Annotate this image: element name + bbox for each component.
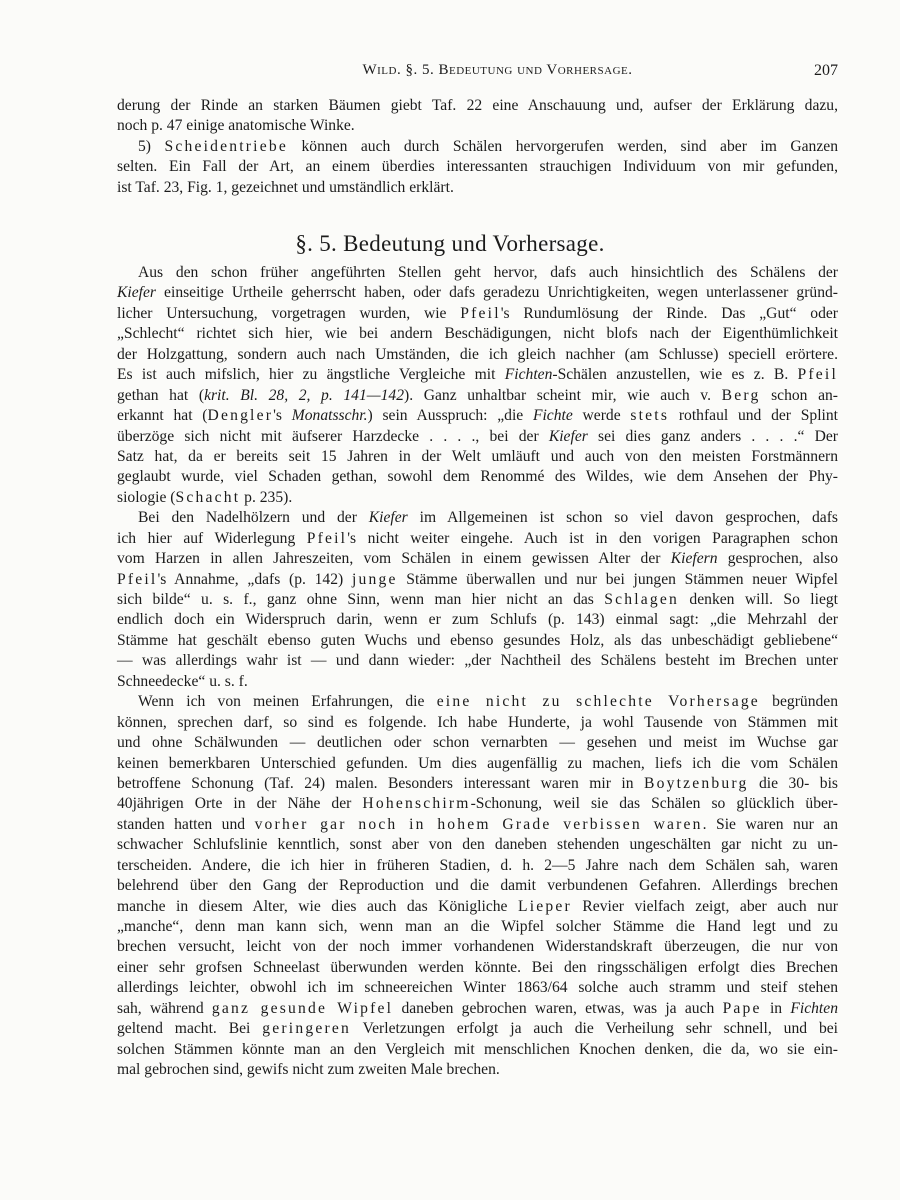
text-line xyxy=(117,137,838,157)
text-span: betroffene Schonung (Taf. 24) malen. Besonders interessant waren mir in xyxy=(117,774,645,792)
text-line xyxy=(117,713,838,733)
text-span: Satz hat, da er bereits seit 15 Jahren in der Welt umläuft und auch von den meisten Forstmännern xyxy=(117,447,838,465)
text-span: mal gebrochen sind, gewifs nicht zum zweiten Male brechen. xyxy=(117,1061,500,1079)
text-span: schwacher Schlufslinie kenntlich, sonst aber von den daneben stehenden ungeschälten gar nicht zu un- xyxy=(117,836,838,854)
text-span: derung der Rinde an starken Bäumen giebt Taf. 22 eine Anschauung und, aufser der Erklärung dazu, xyxy=(117,97,838,114)
text-span: können auch durch Schälen hervorgerufen werden, sind aber im Ganzen xyxy=(287,137,838,155)
text-line xyxy=(117,917,838,937)
text-span: ist Taf. 23, Fig. 1, gezeichnet und umständlich erklärt. xyxy=(117,178,454,196)
text-line xyxy=(117,692,838,712)
text-span: keinen bemerkbaren Unterschied gefunden. Um dies augenfällig zu machen, liefs ich die vom Schälen xyxy=(117,754,838,772)
text-line xyxy=(117,610,838,630)
italic-text: Fichten xyxy=(790,999,838,1017)
text-line xyxy=(117,651,838,671)
spaced-text: Pfeil xyxy=(306,529,348,547)
text-span: rothfaul und der Splint xyxy=(669,407,838,425)
italic-text: Kiefer xyxy=(548,427,588,445)
text-line xyxy=(117,283,838,303)
spaced-text: junge xyxy=(351,570,398,588)
italic-text: krit. Bl. 28, 2, p. 141—142 xyxy=(204,386,405,404)
page-number: 207 xyxy=(814,62,838,79)
text-line xyxy=(117,324,838,344)
text-span: . Sie waren nur an xyxy=(702,815,838,833)
text-span: geglaubt wurde, viel Schaden gethan, sowohl dem Renommé des Wildes, wie dem Ansehen der Phy- xyxy=(117,468,838,486)
text-span: p. 235). xyxy=(240,488,293,506)
text-line xyxy=(117,96,838,116)
text-line xyxy=(117,631,838,651)
text-span: ich hier auf Widerlegung xyxy=(117,529,307,547)
text-span: Stämme überwallen und nur bei jungen Stämmen neuer Wipfel xyxy=(397,570,838,588)
text-span: vom Harzen in allen Jahreszeiten, vom Schälen in einem gewissen Alter der xyxy=(117,550,671,568)
text-span: Es ist auch mifslich, hier zu ängstliche Vergleiche mit xyxy=(117,366,505,384)
spaced-text: vorher gar noch in hohem Grade verbissen waren xyxy=(254,815,703,833)
text-line xyxy=(117,774,838,794)
spaced-text: Dengler xyxy=(207,407,274,425)
section-heading: §. 5. Bedeutung und Vorhersage. xyxy=(295,231,605,256)
text-line xyxy=(117,978,838,998)
text-line xyxy=(117,835,838,855)
text-span: in xyxy=(761,999,791,1017)
text-span: 40jährigen Orte in der Nähe der xyxy=(117,795,363,813)
text-line xyxy=(117,1019,838,1039)
text-line xyxy=(117,508,838,528)
text-line xyxy=(117,263,838,283)
text-line xyxy=(117,876,838,896)
italic-text: Monatsschr. xyxy=(291,407,368,425)
text-span: gesprochen, also xyxy=(717,550,839,568)
text-span: Schneedecke“ u. s. f. xyxy=(117,672,248,690)
text-line xyxy=(117,1060,838,1080)
text-line xyxy=(117,958,838,978)
text-span: sich bilde“ u. s. f., ganz ohne Sinn, wenn man hier nicht an das xyxy=(117,591,605,608)
text-line xyxy=(117,897,838,917)
text-line xyxy=(117,590,838,610)
spaced-text: Pfeil xyxy=(117,570,158,588)
text-span: geltend macht. Bei xyxy=(117,1020,263,1038)
italic-text: Fichte xyxy=(532,407,573,425)
intro-text xyxy=(117,96,838,198)
text-span: sah, während xyxy=(117,999,212,1017)
text-span: 's xyxy=(273,407,292,425)
text-span: „manche“, denn man kann sich, wenn man an die Wipfel solcher Stämme die Hand legt und zu xyxy=(117,918,838,935)
italic-text: Kiefern xyxy=(670,550,718,568)
text-span: der Holzgattung, sondern auch nach Umständen, die ich gleich nachher (am Schlusse) speciell erörtere. xyxy=(117,345,838,363)
italic-text: Kiefer xyxy=(368,509,408,527)
text-span: 's Annahme, „dafs (p. 142) xyxy=(157,570,352,588)
running-header xyxy=(117,62,838,84)
text-span: Aus den schon früher angeführten Stellen geht hervor, dafs auch hinsichtlich des Schälens der xyxy=(138,264,838,281)
text-span: 5) xyxy=(138,137,165,155)
text-span: brechen versucht, leicht von der noch immer vorhandenen Widerstandskraft überzeugen, die nur von xyxy=(117,938,838,956)
text-span: Stämme hat geschält ebenso guten Wuchs und ebenso gesundes Holz, als das unbeschädigt gebliebene“ xyxy=(117,631,838,649)
text-line xyxy=(117,447,838,467)
text-span: überzöge sich nicht mit äufserer Harzdecke . . . ., bei der xyxy=(117,427,549,445)
text-line xyxy=(117,304,838,324)
text-span: 's nicht weiter eingehe. Auch ist in den vorigen Paragraphen schon xyxy=(347,529,838,547)
text-span: „Schlecht“ richtet sich hier, wie bei andern Beschädigungen, nicht blofs nach der Eigenthümlichkeit xyxy=(117,325,838,343)
text-span: belehrend über den Gang der Reproduction und die damit verbundenen Gefahren. Allerdings brechen xyxy=(117,877,838,895)
text-line xyxy=(117,754,838,774)
spaced-text: Pfeil xyxy=(460,304,501,322)
text-span: einseitige Urtheile geherrscht haben, oder dafs geradezu Unrichtigkeiten, wegen unterlassener gründ- xyxy=(155,284,838,302)
spaced-text: ganz gesunde Wipfel xyxy=(211,999,394,1017)
text-span: — was allerdings wahr ist — und dann wieder: „der Nachtheil des Schälens besteht im Brechen unter xyxy=(117,652,838,670)
text-span: selten. Ein Fall der Art, an einem überdies interessanten strauchigen Individuum von mir gefunden, xyxy=(117,158,838,176)
text-line xyxy=(117,733,838,753)
spaced-text: Schlagen xyxy=(604,591,680,608)
spaced-text: Boytzenburg xyxy=(644,774,749,792)
spaced-text: Lieper xyxy=(517,897,572,915)
text-line xyxy=(117,1040,838,1060)
text-line xyxy=(117,386,838,406)
text-line xyxy=(117,365,838,385)
spaced-text: Scheidentriebe xyxy=(164,137,288,155)
text-span: 's Rundumlösung der Rinde. Das „Gut“ oder xyxy=(500,304,839,322)
text-span: ). Ganz unhaltbar scheint mir, wie auch v. xyxy=(404,386,722,404)
text-span: Verletzungen erfolgt ja auch die Verheilung sehr schnell, und bei xyxy=(350,1020,838,1038)
running-title: Wild. §. 5. Bedeutung und Vorhersage. xyxy=(362,62,633,78)
text-line xyxy=(117,570,838,590)
text-span: sei dies ganz anders . . . .“ Der xyxy=(587,427,838,445)
text-span: manche in diesem Alter, wie dies auch das Königliche xyxy=(117,897,518,915)
text-span: ) sein Ausspruch: „die xyxy=(367,407,533,425)
text-span: die 30- bis xyxy=(748,774,838,792)
text-line xyxy=(117,794,838,814)
spaced-text: stets xyxy=(630,407,670,425)
text-line xyxy=(117,856,838,876)
text-line xyxy=(117,406,838,426)
spaced-text: geringeren xyxy=(262,1020,351,1038)
text-line xyxy=(117,178,838,198)
section-body xyxy=(117,263,838,1081)
text-span: Revier vielfach zeigt, aber auch nur xyxy=(571,897,838,915)
text-span: terscheiden. Andere, die ich hier in früheren Stadien, d. h. 2—5 Jahre nach dem Schälen sah, waren xyxy=(117,856,838,874)
text-span: Wenn ich von meinen Erfahrungen, die xyxy=(138,693,437,711)
text-span: standen hatten und xyxy=(117,815,255,833)
text-line xyxy=(117,427,838,447)
text-span: werde xyxy=(572,407,631,425)
text-span: begründen xyxy=(759,693,839,711)
text-line xyxy=(117,815,838,835)
text-line xyxy=(117,529,838,549)
text-line xyxy=(117,467,838,487)
text-span: solchen Stämmen könnte man an den Vergleich mit menschlichen Knochen denken, die da, wo sie ein- xyxy=(117,1040,838,1058)
text-span: können, sprechen darf, so sind es folgende. Ich habe Hunderte, ja wohl Tausende von Stämmen mit xyxy=(117,713,838,731)
text-line xyxy=(117,488,838,508)
text-span: licher Untersuchung, vorgetragen wurden, wie xyxy=(117,304,461,322)
spaced-text: Pfeil xyxy=(797,366,838,384)
text-line xyxy=(117,672,838,692)
text-span: -Schälen anzustellen, wie es z. B. xyxy=(552,366,798,384)
italic-text: Fichten xyxy=(504,366,553,384)
spaced-text: Berg xyxy=(721,386,761,404)
text-span: allerdings leichter, obwohl ich im schneereichen Winter 1863/64 solche auch stramm und steif stehen xyxy=(117,979,838,997)
text-span: daneben gebrochen waren, etwas, was ja auch xyxy=(393,999,723,1017)
text-span: denken will. So liegt xyxy=(679,591,839,608)
text-span: einer sehr grofsen Schneelast überwunden werden könnte. Bei den ringsschäligen erfolgt dies Brechen xyxy=(117,958,838,976)
text-span: schon an- xyxy=(760,386,838,404)
text-span: endlich doch ein Widerspruch darin, wenn er zum Schlufs (p. 143) einmal sagt: „die Mehrzahl der xyxy=(117,611,838,629)
text-span: -Schonung, weil sie das Schälen so glücklich über- xyxy=(470,795,838,813)
text-line xyxy=(117,345,838,365)
spaced-text: Schacht xyxy=(175,488,241,506)
spaced-text: eine nicht zu schlechte Vorhersage xyxy=(436,693,760,711)
text-line xyxy=(117,999,838,1019)
italic-text: Kiefer xyxy=(117,284,156,302)
spaced-text: Pape xyxy=(722,999,762,1017)
text-span: im Allgemeinen ist schon so viel davon gesprochen, dafs xyxy=(407,509,838,527)
text-span: noch p. 47 einige anatomische Winke. xyxy=(117,117,355,135)
text-line xyxy=(117,157,838,177)
text-line xyxy=(117,116,838,136)
text-line xyxy=(117,549,838,569)
spaced-text: Hohenschirm xyxy=(362,795,471,813)
text-span: siologie ( xyxy=(117,488,176,506)
text-span: Bei den Nadelhölzern und der xyxy=(138,509,369,527)
text-span: gethan hat ( xyxy=(117,386,205,404)
text-span: und ohne Schälwunden — deutlichen oder schon vernarbten — gesehen und meist im Wuchse gar xyxy=(117,734,838,752)
text-line xyxy=(117,937,838,957)
text-span: erkannt hat ( xyxy=(117,407,208,425)
